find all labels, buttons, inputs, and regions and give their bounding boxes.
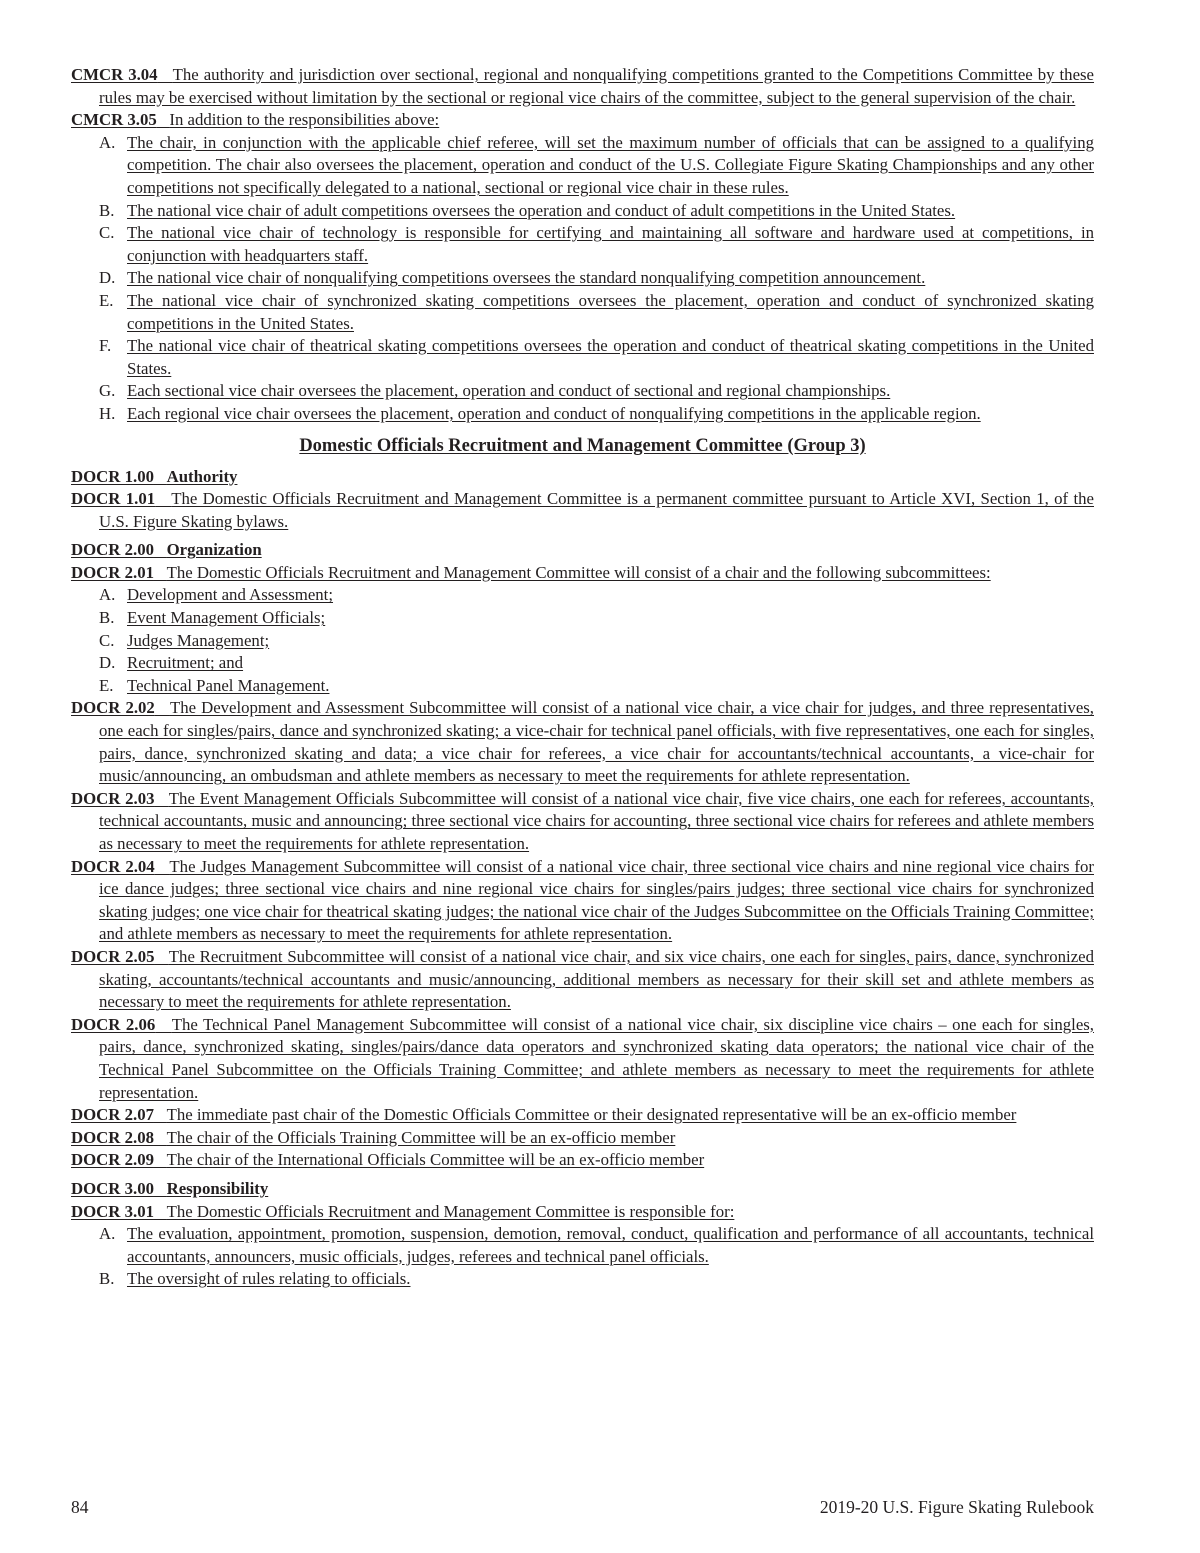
rule-docr-2-04 bbox=[71, 856, 1094, 946]
list-item bbox=[71, 607, 1094, 630]
rule-docr-3-01 bbox=[71, 1201, 1094, 1224]
rule-text: The Domestic Officials Recruitment and Management Committee will consist of a chair and the following subcommittees: bbox=[166, 562, 991, 582]
list-letter: D. bbox=[99, 268, 116, 288]
list-item bbox=[71, 1268, 1094, 1291]
list-text: Event Management Officials; bbox=[127, 608, 326, 628]
list-item bbox=[71, 200, 1094, 223]
rule-code: DOCR 2.07 bbox=[71, 1105, 154, 1125]
list-item bbox=[71, 222, 1094, 267]
list-letter: D. bbox=[99, 653, 116, 673]
rule-docr-2-05 bbox=[71, 946, 1094, 1014]
list-letter: C. bbox=[99, 630, 115, 650]
section-heading-responsibility bbox=[71, 1178, 1094, 1201]
list-item bbox=[71, 335, 1094, 380]
rule-text: The chair of the International Officials Committee will be an ex-officio member bbox=[166, 1150, 705, 1170]
list-text: Technical Panel Management. bbox=[127, 675, 330, 695]
list-item bbox=[71, 380, 1094, 403]
section-heading-organization bbox=[71, 539, 1094, 562]
list-letter: F. bbox=[99, 336, 112, 356]
rule-docr-2-08 bbox=[71, 1127, 1094, 1150]
list-item bbox=[71, 267, 1094, 290]
rule-cmcr-3-05 bbox=[71, 109, 1094, 132]
page-number: 84 bbox=[71, 1497, 89, 1517]
rule-code: DOCR 2.03 bbox=[71, 788, 155, 808]
rule-text: The Technical Panel Management Subcommittee will consist of a national vice chair, six discipline vice chairs – one each for singles, pairs, dance, synchronized skating, singles/pairs/dance data operators and synchronized skating data operators; the national vice chair of the Technical Panel Subcommittee on the Officials Training Committee; and athlete members as necessary to meet the requirements for athlete representation. bbox=[99, 1014, 1094, 1102]
rule-text: The immediate past chair of the Domestic Officials Committee or their designated representative will be an ex-officio member bbox=[166, 1105, 1017, 1125]
committee-heading: Domestic Officials Recruitment and Management Committee (Group 3) bbox=[299, 435, 866, 456]
list-letter: C. bbox=[99, 223, 115, 243]
rule-code: CMCR 3.05 bbox=[71, 110, 157, 130]
rule-text: The Recruitment Subcommittee will consist of a national vice chair, and six vice chairs, one each for singles, pairs, dance, synchronized skating, accountants/technical accountants and music/announcing, additional members as necessary for their skill set and athlete members as necessary to meet the requirements for athlete representation. bbox=[99, 946, 1094, 1012]
rule-text: The Judges Management Subcommittee will consist of a national vice chair, three sectional vice chairs and nine regional vice chairs for ice dance judges; three sectional vice chairs and nine regional vice chairs for singles/pairs judges; three sectional vice chairs for synchronized skating judges; one vice chair for theatrical skating judges; the national vice chair of the Judges Subcommittee on the Officials Training Committee; and athlete members as necessary to meet the requirements for athlete representation. bbox=[99, 856, 1094, 944]
rule-text: The Domestic Officials Recruitment and Management Committee is a permanent committee pursuant to Article XVI, Section 1, of the U.S. Figure Skating bylaws. bbox=[99, 489, 1094, 531]
list-text: The national vice chair of nonqualifying competitions oversees the standard nonqualifying competition announcement. bbox=[127, 268, 926, 288]
section-title: Organization bbox=[166, 540, 262, 560]
rule-text: The chair of the Officials Training Committee will be an ex-officio member bbox=[166, 1127, 676, 1147]
list-text: The national vice chair of theatrical skating competitions oversees the operation and conduct of theatrical skating competitions in the United States. bbox=[127, 336, 1094, 378]
rule-text: In addition to the responsibilities above: bbox=[169, 110, 440, 130]
list-text: The national vice chair of synchronized skating competitions oversees the placement, operation and conduct of synchronized skating competitions in the United States. bbox=[127, 290, 1094, 333]
list-letter: B. bbox=[99, 1269, 115, 1289]
rulebook-page bbox=[71, 64, 1094, 1291]
list-text: The national vice chair of adult competitions oversees the operation and conduct of adult competitions in the United States. bbox=[127, 200, 956, 220]
list-letter: A. bbox=[99, 1224, 116, 1244]
rule-code: DOCR 2.01 bbox=[71, 562, 154, 582]
rule-code: DOCR 3.01 bbox=[71, 1201, 154, 1221]
rule-text: The Development and Assessment Subcommittee will consist of a national vice chair, a vice chair for judges, and three representatives, one each for singles/pairs, dance and synchronized skating; a vice-chair for technical panel officials, with five representatives, one each for singles, pairs, dance, synchronized skating and data; a vice chair for referees, a vice chair for accountants/technical accountants, a vice-chair for music/announcing, an ombudsman and athlete members as necessary to meet the requirements for athlete representation. bbox=[99, 698, 1094, 786]
rule-docr-2-03 bbox=[71, 788, 1094, 856]
rule-text: The Domestic Officials Recruitment and Management Committee is responsible for: bbox=[166, 1201, 735, 1221]
section-code: DOCR 3.00 bbox=[71, 1178, 154, 1198]
list-text: Each regional vice chair oversees the placement, operation and conduct of nonqualifying competitions in the applicable region. bbox=[127, 403, 981, 423]
list-text: The oversight of rules relating to officials. bbox=[127, 1269, 411, 1289]
rule-cmcr-3-04 bbox=[71, 64, 1094, 109]
page-footer bbox=[71, 1497, 1094, 1518]
rule-docr-2-02 bbox=[71, 697, 1094, 787]
rule-docr-1-01 bbox=[71, 488, 1094, 533]
list-text: Development and Assessment; bbox=[127, 585, 334, 605]
rule-docr-2-01 bbox=[71, 562, 1094, 585]
list-letter: A. bbox=[99, 585, 116, 605]
rule-text: The Event Management Officials Subcommittee will consist of a national vice chair, five vice chairs, one each for referees, accountants, technical accountants, music and announcing; three sectional vice chairs for accounting, three sectional vice chairs for referees and athlete members as necessary to meet the requirements for athlete representation. bbox=[99, 788, 1094, 853]
section-title: Authority bbox=[166, 466, 238, 486]
section-code: DOCR 1.00 bbox=[71, 466, 154, 486]
list-text: The chair, in conjunction with the applicable chief referee, will set the maximum number of officials that can be assigned to a qualifying competition. The chair also oversees the placement, operation and conduct of the U.S. Collegiate Figure Skating Championships and any other competitions not specifically delegated to a national, sectional or regional vice chair in these rules. bbox=[127, 132, 1094, 197]
list-item bbox=[71, 290, 1094, 335]
list-item bbox=[71, 1223, 1094, 1268]
rule-code: DOCR 2.02 bbox=[71, 698, 155, 718]
book-title: 2019-20 U.S. Figure Skating Rulebook bbox=[819, 1497, 1094, 1517]
section-code: DOCR 2.00 bbox=[71, 540, 154, 560]
list-item bbox=[71, 630, 1094, 653]
rule-code: CMCR 3.04 bbox=[71, 65, 158, 84]
rule-code: DOCR 2.08 bbox=[71, 1127, 154, 1147]
section-title: Responsibility bbox=[166, 1178, 269, 1198]
list-letter: B. bbox=[99, 608, 115, 628]
list-letter: B. bbox=[99, 200, 115, 220]
list-item bbox=[71, 132, 1094, 200]
list-text: The evaluation, appointment, promotion, suspension, demotion, removal, conduct, qualification and performance of all accountants, technical accountants, announcers, music officials, judges, referees and technical panel officials. bbox=[127, 1224, 1094, 1266]
list-letter: E. bbox=[99, 290, 114, 310]
rule-docr-2-07 bbox=[71, 1104, 1094, 1127]
list-text: Each sectional vice chair oversees the placement, operation and conduct of sectional and regional championships. bbox=[127, 381, 891, 401]
rule-code: DOCR 1.01 bbox=[71, 489, 156, 509]
rule-code: DOCR 2.09 bbox=[71, 1150, 154, 1170]
list-item bbox=[71, 403, 1094, 426]
list-item bbox=[71, 652, 1094, 675]
rule-code: DOCR 2.06 bbox=[71, 1014, 156, 1034]
list-text: The national vice chair of technology is responsible for certifying and maintaining all software and hardware used at competitions, in conjunction with headquarters staff. bbox=[127, 223, 1094, 265]
rule-docr-2-09 bbox=[71, 1149, 1094, 1172]
list-text: Judges Management; bbox=[127, 630, 270, 650]
list-item bbox=[71, 584, 1094, 607]
rule-code: DOCR 2.05 bbox=[71, 946, 155, 966]
rule-code: DOCR 2.04 bbox=[71, 856, 155, 876]
list-letter: G. bbox=[99, 381, 116, 401]
rule-docr-2-06 bbox=[71, 1014, 1094, 1104]
list-letter: A. bbox=[99, 132, 116, 152]
section-heading-authority bbox=[71, 466, 1094, 489]
list-text: Recruitment; and bbox=[127, 653, 244, 673]
list-item bbox=[71, 675, 1094, 698]
list-letter: E. bbox=[99, 675, 114, 695]
rule-text: The authority and jurisdiction over sectional, regional and nonqualifying competitions granted to the Competitions Committee by these rules may be exercised without limitation by the sectional or regional vice chairs of the committee, subject to the general supervision of the chair. bbox=[99, 65, 1095, 107]
list-letter: H. bbox=[99, 403, 116, 423]
